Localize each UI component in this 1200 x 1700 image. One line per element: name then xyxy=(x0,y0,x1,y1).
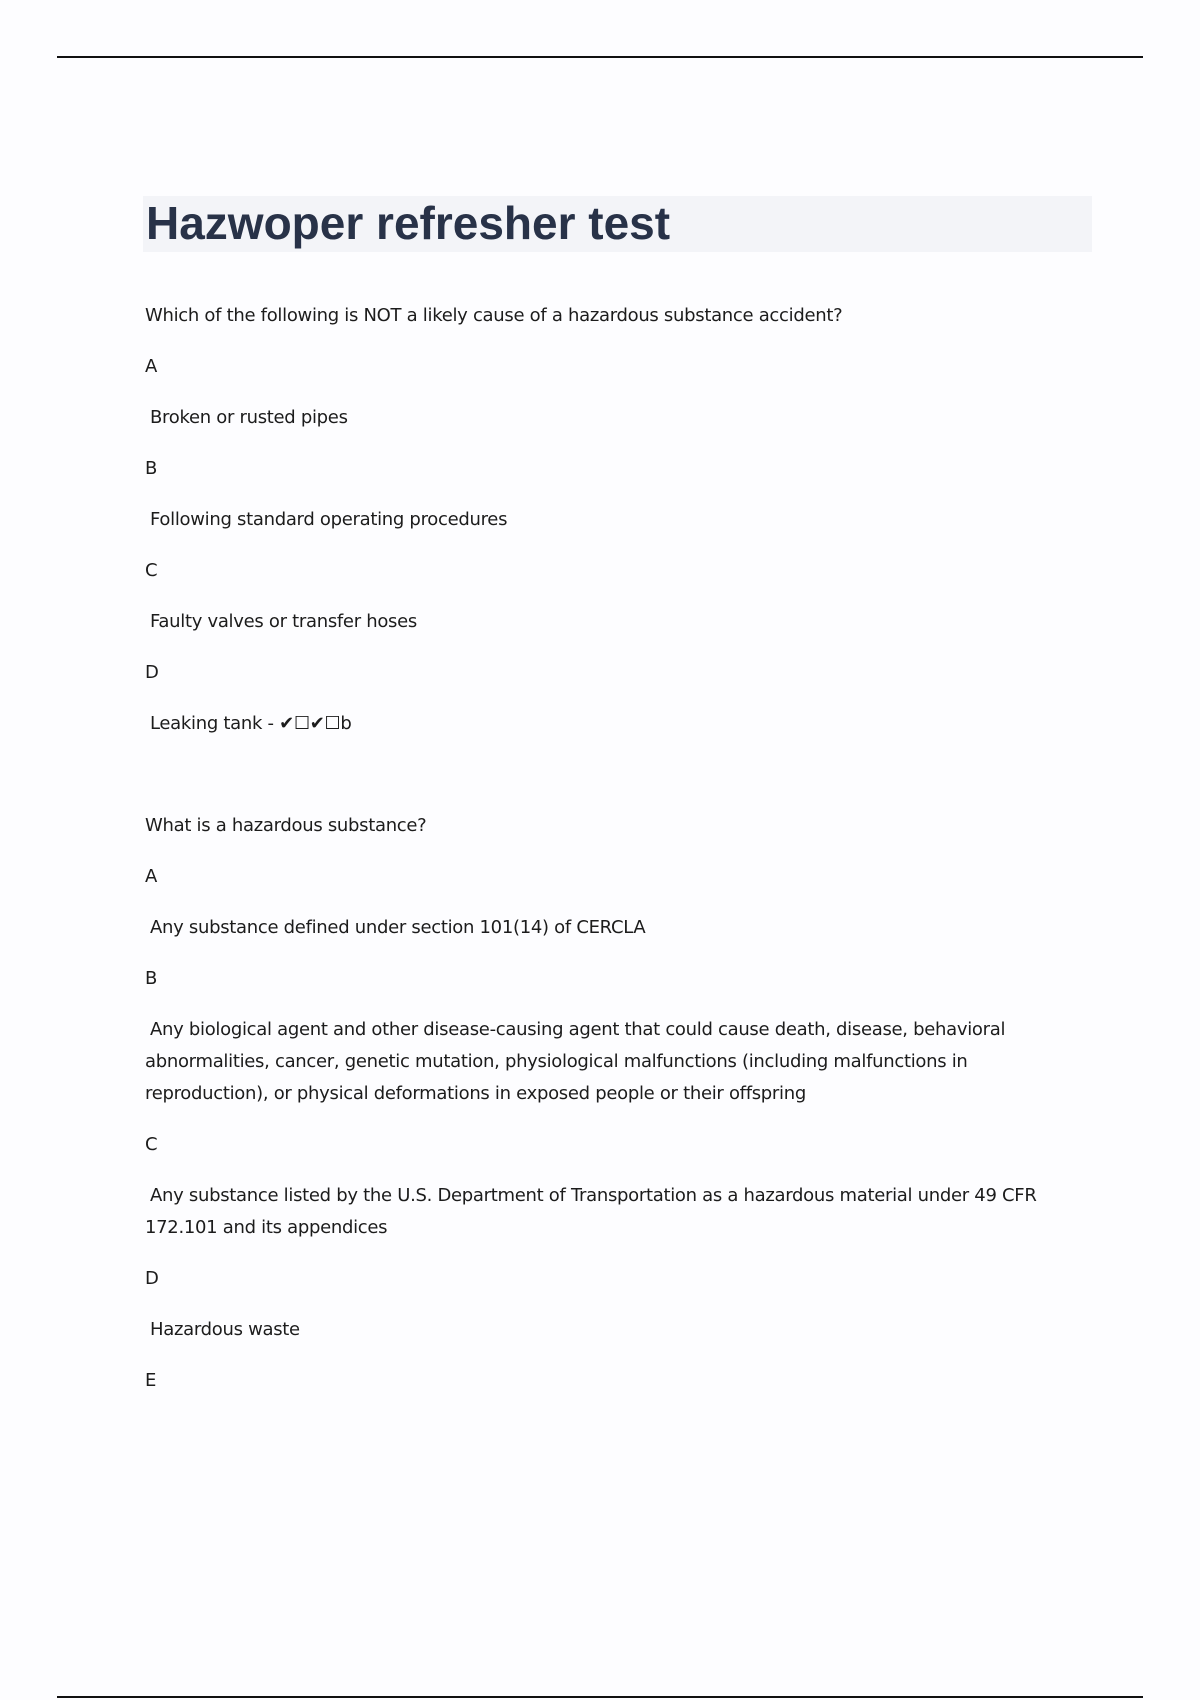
option-letter: B xyxy=(145,458,158,479)
option-letter: D xyxy=(145,1268,159,1289)
question-text: Which of the following is NOT a likely cause of a hazardous substance accident? xyxy=(145,305,843,326)
page-title: Hazwoper refresher test xyxy=(146,197,671,249)
question-spacer xyxy=(145,759,1065,810)
option-text: Faulty valves or transfer hoses xyxy=(150,611,417,632)
option-letter: C xyxy=(145,560,158,581)
option-text: Following standard operating procedures xyxy=(150,509,508,530)
question-text: What is a hazardous substance? xyxy=(145,815,427,836)
option-text: Broken or rusted pipes xyxy=(150,407,348,428)
option-text: Leaking tank - ✔☐✔☐b xyxy=(150,713,352,734)
option-letter: A xyxy=(145,356,158,377)
option-letter: C xyxy=(145,1134,158,1155)
option-letter: E xyxy=(145,1370,157,1391)
option-text: Any biological agent and other disease-causing agent that could cause death, disease, behavioral abnormalities, cancer, genetic mutation, physiological malfunctions (including malfunctions in reproduction), or physical deformations in exposed people or their offspring xyxy=(145,1019,1006,1104)
header-rule xyxy=(57,56,1143,58)
option-text: Any substance defined under section 101(14) of CERCLA xyxy=(150,917,646,938)
option-letter: D xyxy=(145,662,159,683)
footer-rule xyxy=(57,1696,1143,1698)
option-text: Any substance listed by the U.S. Department of Transportation as a hazardous material under 49 CFR 172.101 and its appendices xyxy=(145,1185,1037,1238)
option-letter: B xyxy=(145,968,158,989)
document-body xyxy=(145,300,1065,1416)
option-letter: A xyxy=(145,866,158,887)
option-text: Hazardous waste xyxy=(150,1319,300,1340)
